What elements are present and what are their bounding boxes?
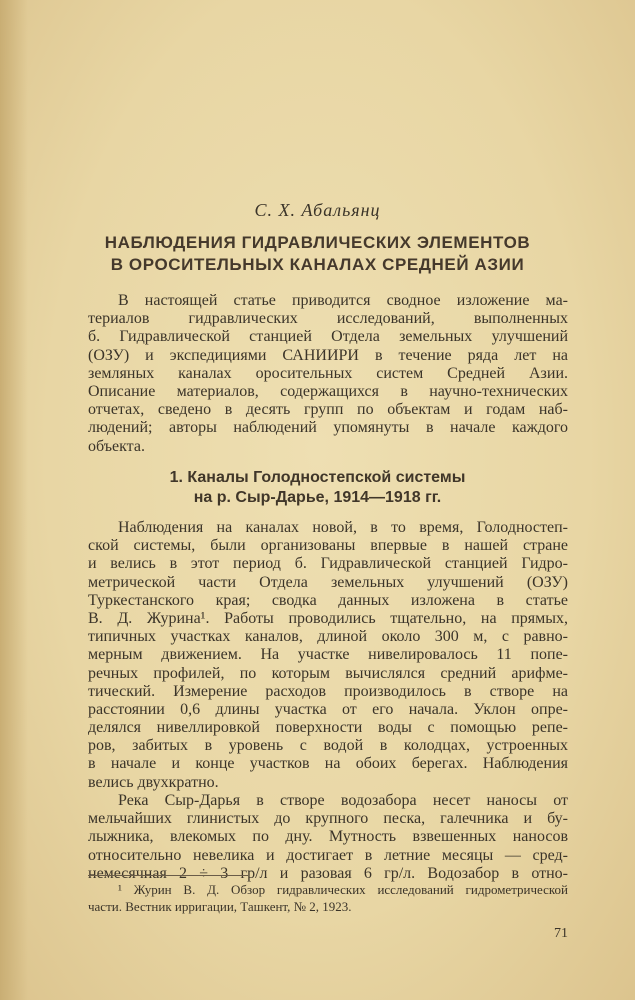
text-line: В. Д. Журина¹. Работы проводились тщательно, на прямых, (88, 609, 568, 627)
text-line: типичных участках каналов, длиной около 300 м, с равно- (88, 628, 568, 646)
title-line: В ОРОСИТЕЛЬНЫХ КАНАЛАХ СРЕДНЕЙ АЗИИ (110, 255, 525, 274)
text-line: мерным движением. На участке нивелировалось 11 попе- (88, 646, 568, 664)
text-line: людений; авторы наблюдений упомянуты в начале каждого (88, 419, 568, 437)
text-line: мельчайших глинистых до крупного песка, галечника и бу- (88, 810, 568, 828)
text-line: земляных каналах оросительных систем Средней Азии. (88, 364, 568, 382)
text-line: части. Вестник ирригации, Ташкент, № 2, 1923. (88, 899, 352, 914)
text-line: ской системы, были организованы впервые в нашей стране (88, 537, 568, 555)
section-heading: 1. Каналы Голодностепской системы (169, 469, 466, 486)
text-line: лыжника, влекомых по дну. Мутность взвешенных наносов (88, 828, 568, 846)
text-line: метрической части Отдела земельных улучшений (ОЗУ) (88, 573, 568, 591)
text-line: б. Гидравлической станцией Отдела земельных улучшений (88, 328, 568, 346)
text-line: Наблюдения на каналах новой, в то время, Голодностеп- (118, 519, 568, 536)
paragraph (88, 792, 568, 883)
abstract (88, 292, 568, 456)
text-line: В настоящей статье приводится сводное изложение ма- (118, 292, 568, 309)
text-line: и велись в этот период б. Гидравлической станцией Гидро- (88, 555, 568, 573)
text-line: объекта. (88, 437, 145, 455)
text-line: велись двухкратно. (88, 773, 219, 791)
text-line: расстоянии 0,6 длины участка от его начала. Уклон опре- (88, 700, 568, 718)
text-line: ров, забитых в уровень с водой в колодцах, устроенных (88, 737, 568, 755)
text-line: немесячная 2 ÷ 3 гр/л и разовая 6 гр/л. Водозабор в отно- (88, 864, 568, 882)
text-line: териалов гидравлических исследований, выполненных (88, 310, 568, 328)
text-line: тический. Измерение расходов производилось в створе на (88, 682, 568, 700)
text-line: в начале и конце участков на обоих берегах. Наблюдения (88, 755, 568, 773)
author: С. Х. Абальянц (254, 200, 381, 220)
text-line: (ОЗУ) и экспедициями САНИИРИ в течение ряда лет на (88, 346, 568, 364)
text-line: Река Сыр-Дарья в створе водозабора несет наносы от (118, 792, 568, 809)
text-line: относительно невелика и достигает в летние месяцы — сред- (88, 846, 568, 864)
paragraph (88, 519, 568, 792)
text-line: Описание материалов, содержащихся в научно-технических (88, 382, 568, 400)
text-line: Туркестанского края; сводка данных изложена в статье (88, 591, 568, 609)
page-number: 71 (554, 926, 568, 941)
text-line: делялся нивеллировкой поверхности воды с помощью репе- (88, 719, 568, 737)
section-heading: на р. Сыр-Дарье, 1914—1918 гг. (193, 489, 442, 506)
text-line: отчетах, сведено в десять групп по объектам и годам наб- (88, 401, 568, 419)
title-line: НАБЛЮДЕНИЯ ГИДРАВЛИЧЕСКИХ ЭЛЕМЕНТОВ (104, 233, 531, 252)
footnote (88, 881, 568, 915)
footnote-divider (88, 875, 248, 876)
text-line: ¹ Журин В. Д. Обзор гидравлических исследований гидрометрической (118, 882, 568, 897)
text-line: речных профилей, по которым вычислялся средний арифме- (88, 664, 568, 682)
